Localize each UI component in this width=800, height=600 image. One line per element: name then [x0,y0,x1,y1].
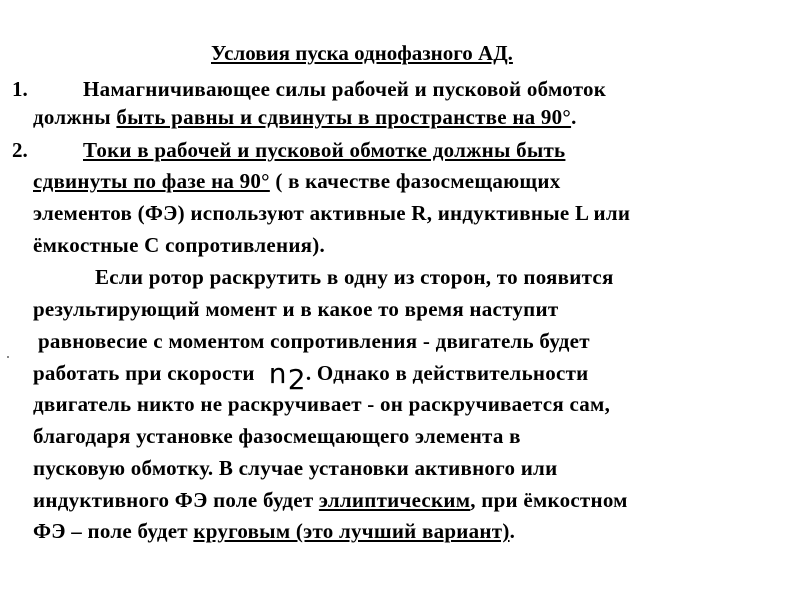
item2-line2 [33,168,560,194]
paragraph-line1: Если ротор раскрутить в одну из сторон, то появится [95,265,614,289]
item2-line1: Токи в рабочей и пусковой обмотке должны быть [83,138,566,162]
item2-underlined-text: сдвинуты по фазе на 90° [33,169,270,193]
paragraph-line9 [33,518,515,544]
paragraph-line2: результирующий момент и в какое то время наступит [33,297,559,321]
paragraph-line6: благодаря установке фазосмещающего элемента в [33,424,521,448]
paragraph-line4-text: работать при скорости [33,361,255,385]
paragraph-line4-end: . Однако в действительности [305,361,589,385]
slide-title: Условия пуска однофазного АД. [211,41,513,65]
paragraph-line8 [33,487,628,513]
stray-dot [7,356,9,358]
paragraph-line7: пусковую обмотку. В случае установки активного или [33,456,558,480]
paragraph-line4 [33,357,589,396]
paragraph-line9-end: . [509,519,516,543]
item1-line1: Намагничивающее силы рабочей и пусковой обмоток [83,77,607,101]
paragraph-line8-end: , при ёмкостном [470,488,628,512]
paragraph-line9-text: ФЭ – поле будет [33,519,194,543]
speed-symbol-subscript: 2 [287,363,306,396]
item1-line2-end: . [571,105,577,129]
item2-line2-end: ( в качестве фазосмещающих [269,169,561,193]
item1-underlined-text: быть равны и сдвинуты в пространстве на 90° [116,105,572,129]
item2-line3: элементов (ФЭ) используют активные R, индуктивные L или [33,201,631,225]
speed-symbol-n: n [268,357,287,390]
item1-line2-text: должны [33,105,117,129]
paragraph-line3: равновесие с моментом сопротивления - двигатель будет [38,329,590,353]
item1-line2 [33,104,577,130]
paragraph-line5: двигатель никто не раскручивает - он раскручивается сам, [33,392,611,416]
list-number-2: 2. [12,138,28,162]
item2-line4: ёмкостные С сопротивления). [33,233,326,257]
list-number-1: 1. [12,77,28,101]
elliptic-term: эллиптическим [318,488,471,512]
paragraph-line8-text: индуктивного ФЭ поле будет [33,488,319,512]
circular-term: круговым (это лучший вариант) [193,519,510,543]
